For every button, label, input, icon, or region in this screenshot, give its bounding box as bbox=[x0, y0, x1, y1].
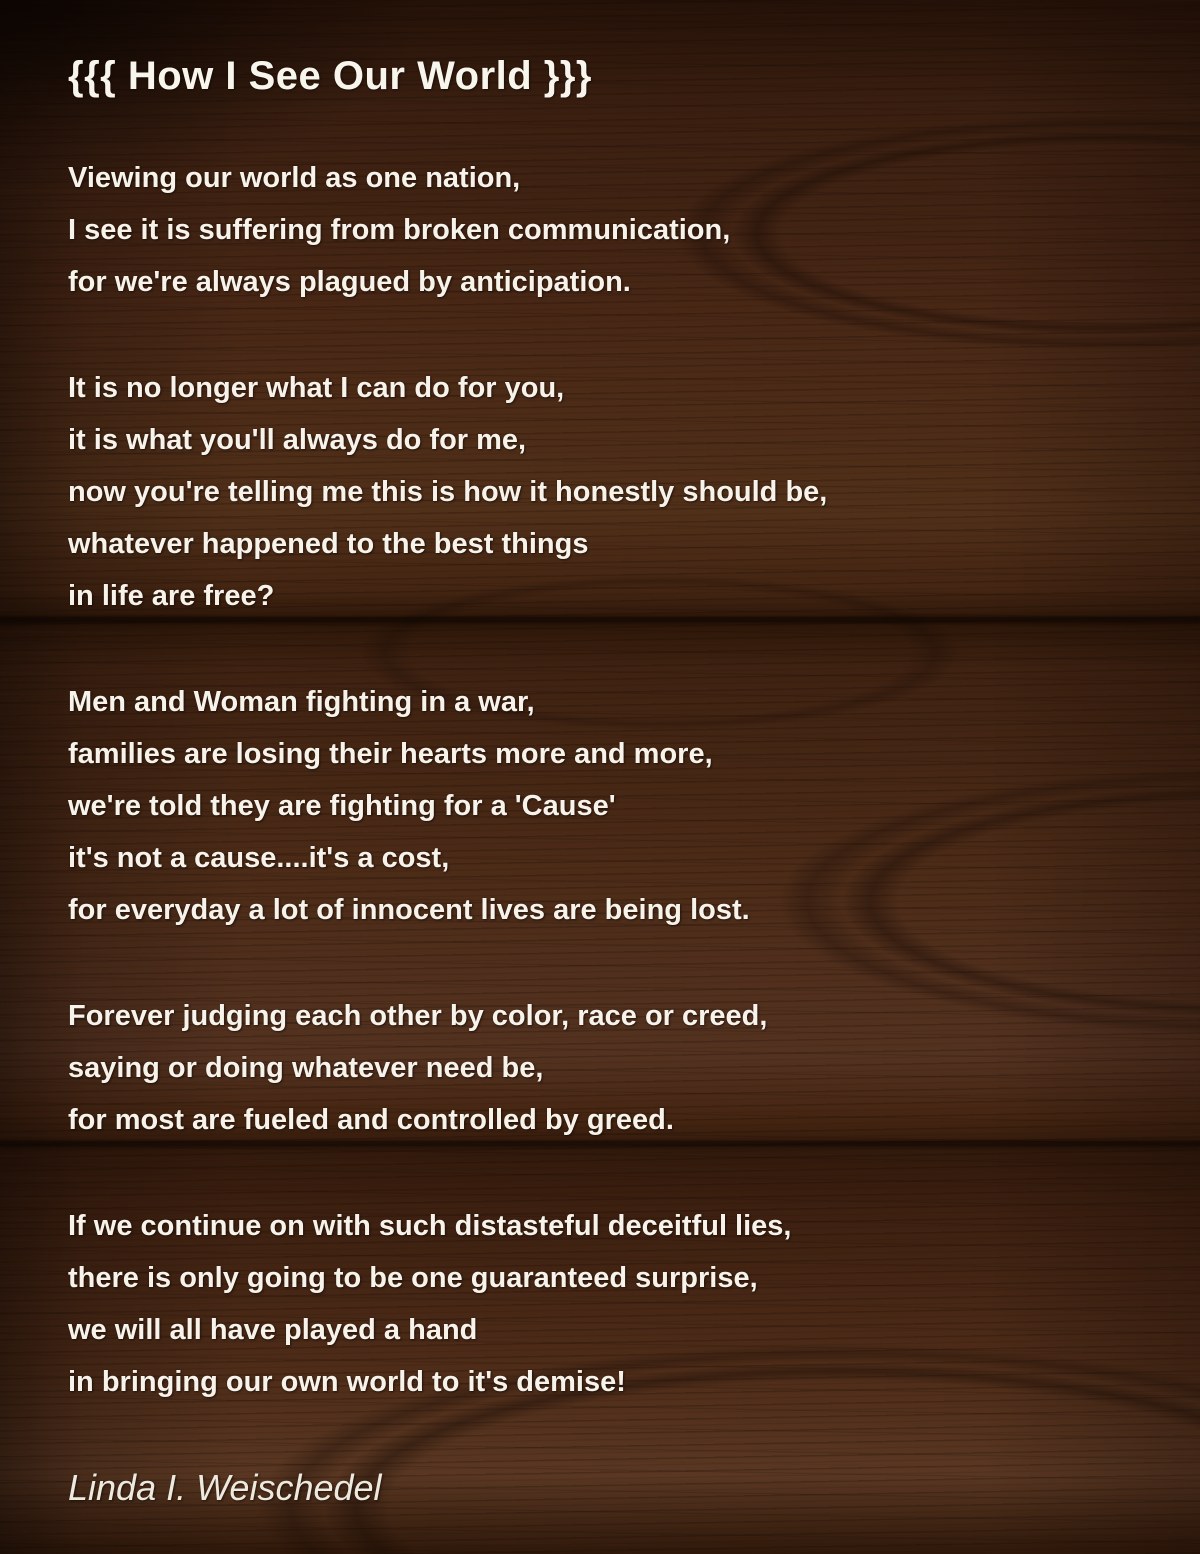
poem-line: Men and Woman fighting in a war, bbox=[68, 686, 535, 718]
poem-line: Forever judging each other by color, race or creed, bbox=[68, 1000, 768, 1032]
poem-line: it's not a cause....it's a cost, bbox=[68, 842, 450, 874]
poem-line: we will all have played a hand bbox=[68, 1314, 478, 1346]
poem-line: for everyday a lot of innocent lives are being lost. bbox=[68, 894, 750, 926]
poem-line: If we continue on with such distasteful deceitful lies, bbox=[68, 1210, 792, 1242]
poem-line: there is only going to be one guaranteed surprise, bbox=[68, 1262, 758, 1294]
poem-line: for most are fueled and controlled by greed. bbox=[68, 1104, 674, 1136]
stanza-2 bbox=[68, 362, 1148, 622]
poem-line: families are losing their hearts more and more, bbox=[68, 738, 713, 770]
poem-line: I see it is suffering from broken communication, bbox=[68, 214, 731, 246]
stanza-3 bbox=[68, 676, 1148, 936]
poem-body bbox=[68, 152, 1148, 1512]
poem-line: we're told they are fighting for a 'Cause' bbox=[68, 790, 616, 822]
poem-line: saying or doing whatever need be, bbox=[68, 1052, 544, 1084]
author-name: Linda I. Weischedel bbox=[68, 1467, 382, 1508]
stanza-1 bbox=[68, 152, 1148, 308]
poem-line: whatever happened to the best things bbox=[68, 528, 589, 560]
poem-line: in life are free? bbox=[68, 580, 275, 612]
poem-line: for we're always plagued by anticipation. bbox=[68, 266, 631, 298]
poem-line: it is what you'll always do for me, bbox=[68, 424, 527, 456]
poem-title: {{{ How I See Our World }}} bbox=[68, 54, 592, 98]
poem-line: now you're telling me this is how it honestly should be, bbox=[68, 476, 828, 508]
poem-line: It is no longer what I can do for you, bbox=[68, 372, 565, 404]
stanza-4 bbox=[68, 990, 1148, 1146]
stanza-5 bbox=[68, 1200, 1148, 1408]
poem-line: in bringing our own world to it's demise! bbox=[68, 1366, 626, 1398]
poem-line: Viewing our world as one nation, bbox=[68, 162, 521, 194]
